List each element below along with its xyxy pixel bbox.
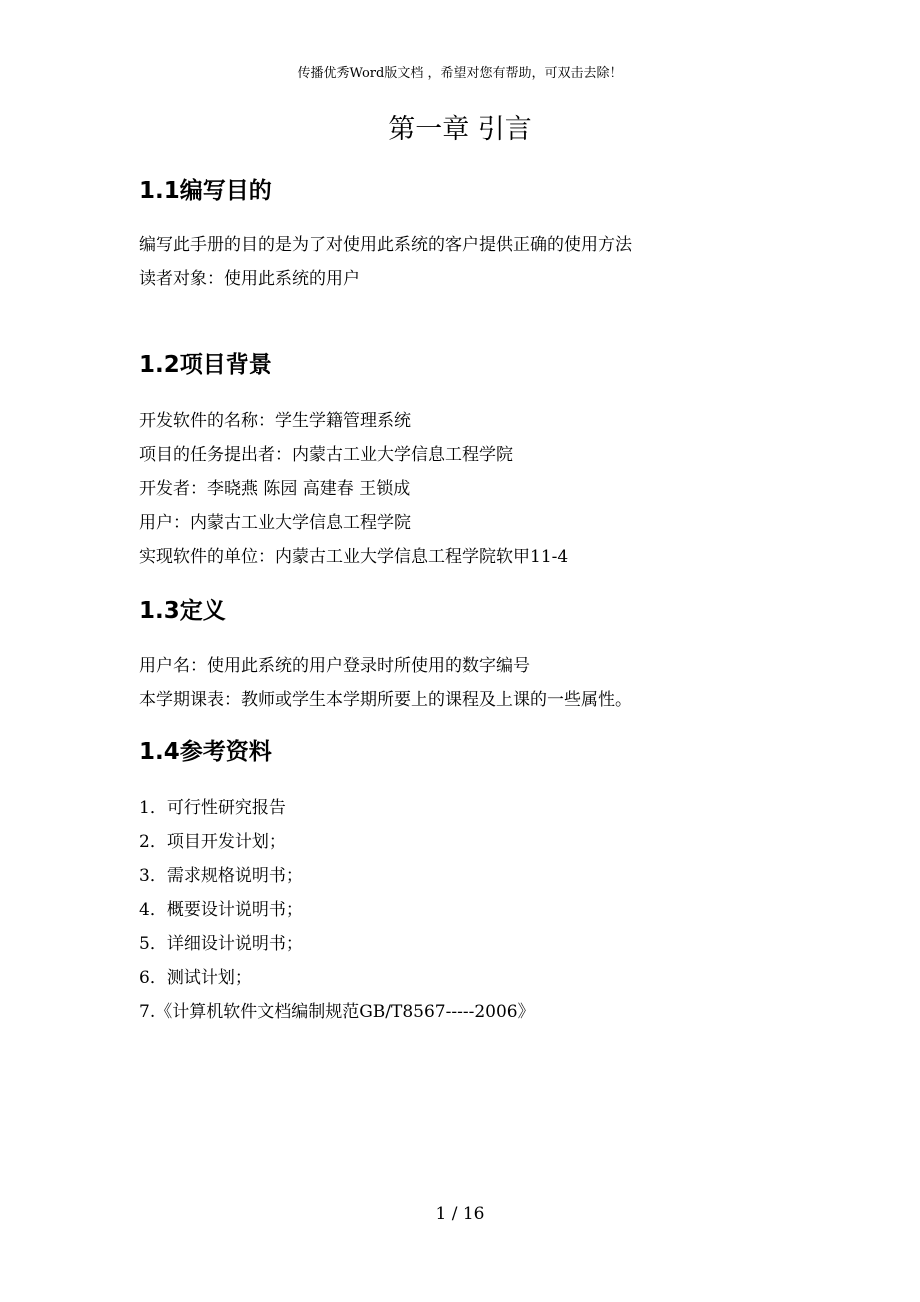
- paragraph-line: 编写此手册的目的是为了对使用此系统的客户提供正确的使用方法: [139, 235, 632, 255]
- reference-list-item: 3．需求规格说明书；: [139, 866, 303, 886]
- reference-list-item: 1．可行性研究报告: [139, 798, 286, 818]
- paragraph-line: 开发软件的名称：学生学籍管理系统: [139, 411, 411, 431]
- reference-list-item: 7.《计算机软件文档编制规范GB/T8567-----2006》: [139, 1002, 535, 1022]
- reference-list-item: 2．项目开发计划；: [139, 832, 286, 852]
- page-number: 1 / 16: [435, 1204, 485, 1224]
- section-heading-purpose: 1.1编写目的: [139, 178, 272, 204]
- paragraph-line: 本学期课表：教师或学生本学期所要上的课程及上课的一些属性。: [139, 690, 632, 710]
- header-note: 传播优秀Word版文档 ，希望对您有帮助，可双击去除！: [297, 66, 623, 81]
- paragraph-line: 实现软件的单位：内蒙古工业大学信息工程学院软甲11-4: [139, 547, 569, 567]
- reference-list-item: 5．详细设计说明书；: [139, 934, 303, 954]
- reference-list-item: 4．概要设计说明书；: [139, 900, 303, 920]
- section-heading-references: 1.4参考资料: [139, 739, 272, 765]
- section-heading-definitions: 1.3定义: [139, 598, 226, 624]
- section-heading-background: 1.2项目背景: [139, 352, 272, 378]
- chapter-title: 第一章 引言: [388, 114, 532, 145]
- paragraph-line: 用户：内蒙古工业大学信息工程学院: [139, 513, 411, 533]
- paragraph-line: 开发者：李晓燕 陈园 高建春 王锁成: [139, 479, 411, 499]
- paragraph-line: 项目的任务提出者：内蒙古工业大学信息工程学院: [139, 445, 513, 465]
- paragraph-line: 读者对象：使用此系统的用户: [139, 269, 360, 289]
- paragraph-line: 用户名：使用此系统的用户登录时所使用的数字编号: [139, 656, 530, 676]
- reference-list-item: 6．测试计划；: [139, 968, 252, 988]
